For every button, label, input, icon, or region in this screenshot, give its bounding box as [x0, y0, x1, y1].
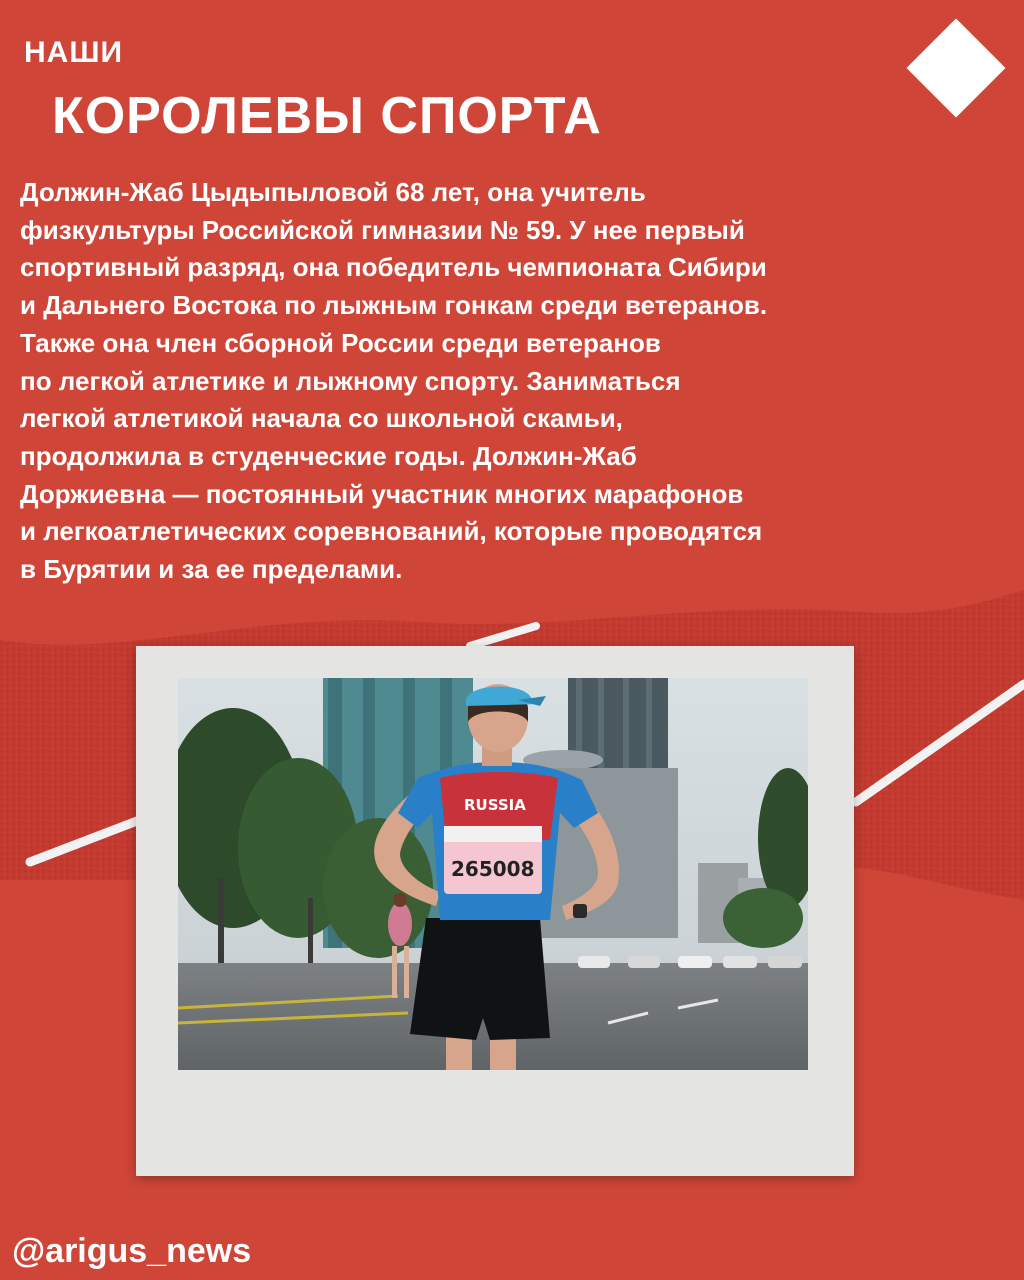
article-line: легкой атлетикой начала со школьной скамьи,	[20, 403, 623, 434]
article-line: в Бурятии и за ее пределами.	[20, 554, 403, 585]
article-line: физкультуры Российской гимназии № 59. У нее первый	[20, 214, 745, 245]
runner-photo	[178, 678, 808, 1070]
runner-shorts	[410, 918, 550, 1040]
article-text	[20, 174, 1000, 589]
article-line: Должин-Жаб Цыдыпыловой 68 лет, она учитель	[20, 177, 646, 207]
bib-number: 265008	[451, 857, 535, 881]
article-line: спортивный разряд, она победитель чемпионата Сибири	[20, 252, 767, 283]
article-line: Доржиевна — постоянный участник многих марафонов	[20, 478, 744, 509]
page-title: КОРОЛЕВЫ СПОРТА	[52, 87, 602, 145]
article-line: продолжила в студенческие годы. Должин-Жаб	[20, 440, 637, 471]
article-line: Также она член сборной России среди ветеранов	[20, 327, 661, 358]
header-kicker: НАШИ	[24, 36, 124, 69]
article-line: по легкой атлетике и лыжному спорту. Заниматься	[20, 365, 681, 396]
photo-frame	[136, 646, 854, 1176]
jersey-text: RUSSIA	[464, 796, 526, 814]
article-line: и легкоатлетических соревнований, которые проводятся	[20, 516, 763, 547]
account-handle: @arigus_news	[12, 1232, 252, 1270]
article-line: и Дальнего Востока по лыжным гонкам среди ветеранов.	[20, 290, 768, 321]
